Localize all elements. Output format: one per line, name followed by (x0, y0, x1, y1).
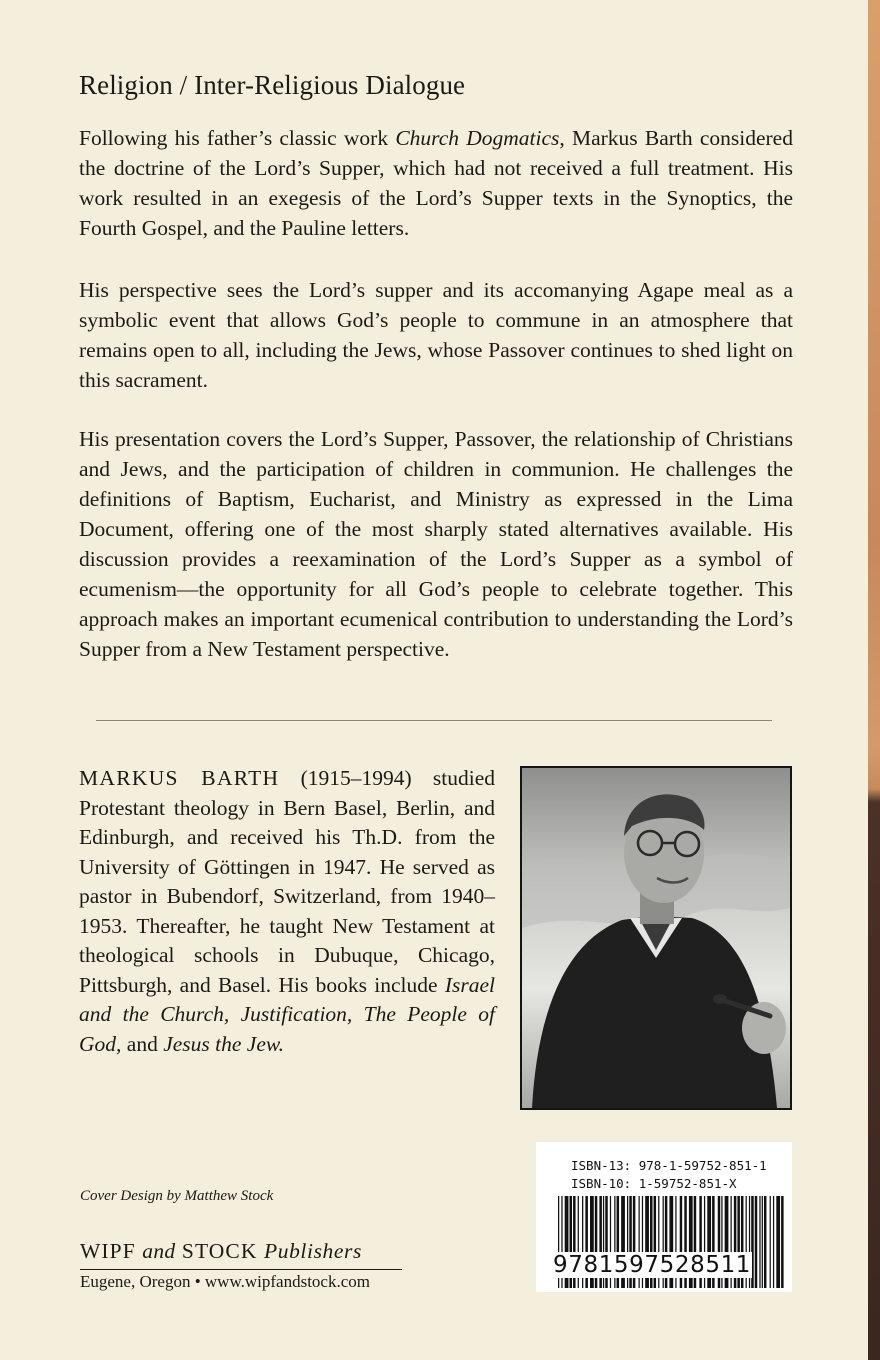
barcode-bar (764, 1196, 767, 1288)
bio-books-1: Israel and the Church, Justification, The People of God, (79, 972, 495, 1056)
blurb-paragraph-3: His presentation covers the Lord’s Supper, Passover, the relationship of Christians and Jews, and the participation of children in communion. He challenges the definitions of Baptism, Eucharist, and Ministry as expressed in the Lima Document, offering one of the most sharply stated alternatives available. His discussion provides a reexamination of the Lord’s Supper as a symbol of ecumenism—the opportunity for all God’s people to celebrate together. This approach makes an important ecumenical contribution to understanding the Lord’s Supper from a New Testament perspective. (79, 427, 793, 661)
barcode-bar (776, 1196, 780, 1288)
isbn-10: ISBN-10: 1-59752-851-X (571, 1176, 737, 1191)
section-divider (96, 720, 772, 721)
publisher-name (80, 1239, 362, 1264)
barcode-bar (781, 1196, 784, 1288)
spine-edge (868, 0, 880, 1360)
isbn-13: ISBN-13: 978-1-59752-851-1 (571, 1158, 767, 1173)
barcode-bar (759, 1196, 760, 1288)
barcode-bar (755, 1196, 758, 1288)
barcode-bar (770, 1196, 771, 1288)
barcode-bar (773, 1196, 774, 1288)
blurb-paragraph-2: His perspective sees the Lord’s supper and its accomanying Agape meal as a symbolic event that allows God’s people to commune in an atmosphere that remains open to all, including the Jews, whose Passover continues to shed light on this sacrament. (79, 278, 793, 392)
publisher-name-publishers: Publishers (264, 1239, 362, 1263)
category-heading: Religion / Inter-Religious Dialogue (79, 70, 466, 100)
bio-books-2: Jesus the Jew. (163, 1031, 284, 1056)
publisher-name-and: and (142, 1239, 176, 1263)
bio-and: and (121, 1031, 164, 1056)
publisher-name-a: WIPF (80, 1239, 136, 1263)
cover-design-credit: Cover Design by Matthew Stock (80, 1188, 274, 1204)
blurb-paragraph-1 (79, 123, 793, 243)
bio-text: (1915–1994) studied Protestant theology in Bern Basel, Berlin, and Edinburgh, and received his Th.D. from the University of Göttingen in 1947. He served as pastor in Bubendorf, Switzerland, from 1940–1953. Thereafter, he taught New Testament at theological schools in Dubuque, Chicago, Pittsburgh, and Basel. His books include (79, 766, 495, 997)
barcode-digits: 9781597528511 (553, 1252, 752, 1278)
blurb-p1-pre: Following his father’s classic work (79, 126, 396, 150)
author-bio (79, 764, 495, 1059)
publisher-underline (80, 1269, 402, 1270)
blurb-p1-post: , Markus Barth considered the doctrine of the Lord’s Supper, which had not received a full treatment. His work resulted in an exegesis of the Lord’s Supper texts in the Synoptics, the Fourth Gospel, and the Pauline letters. (79, 126, 793, 240)
author-name: MARKUS BARTH (79, 766, 280, 790)
isbn-barcode-box (536, 1142, 792, 1292)
barcode-bar (762, 1196, 763, 1288)
publisher-name-b: STOCK (181, 1239, 258, 1263)
author-photo (520, 766, 792, 1110)
author-portrait-image (522, 768, 790, 1108)
publisher-address: Eugene, Oregon • www.wipfandstock.com (80, 1272, 370, 1291)
blurb-p1-title: Church Dogmatics (395, 126, 560, 150)
